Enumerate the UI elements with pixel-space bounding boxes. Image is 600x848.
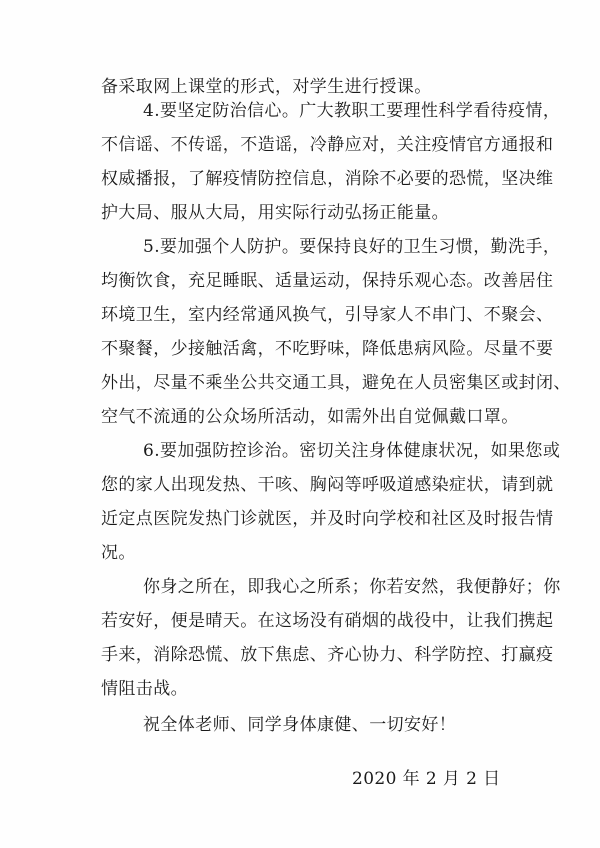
body-text-line: 备采取网上课堂的形式，对学生进行授课。 [101, 77, 432, 97]
closing-greeting: 祝全体老师、同学身体康健、一切安好！ [143, 715, 457, 735]
body-text-line: 不聚餐，少接触活禽，不吃野味，降低患病风险。尽量不要 [101, 339, 554, 359]
body-text-line: 你身之所在，即我心之所系；你若安然，我便静好；你 [143, 577, 561, 597]
body-text-line: 外出，尽量不乘坐公共交通工具，避免在人员密集区或封闭、 [101, 373, 571, 393]
body-text-line: 您的家人出现发热、干咳、胸闷等呼吸道感染症状，请到就 [101, 475, 554, 495]
body-text-line: 均衡饮食，充足睡眠、适量运动，保持乐观心态。改善居住 [101, 271, 554, 291]
body-text-line: 近定点医院发热门诊就医，并及时向学校和社区及时报告情 [101, 509, 554, 529]
document-date: 2020 年 2 月 2 日 [352, 769, 501, 789]
body-text-line: 不信谣、不传谣，不造谣，冷静应对，关注疫情官方通报和 [101, 135, 554, 155]
body-text-line: 护大局、服从大局，用实际行动弘扬正能量。 [101, 203, 449, 223]
body-text-line: 权威播报，了解疫情防控信息，消除不必要的恐慌，坚决维 [101, 169, 554, 189]
body-text-line: 5.要加强个人防护。要保持良好的卫生习惯，勤洗手， [143, 237, 561, 257]
body-text-line: 环境卫生，室内经常通风换气，引导家人不串门、不聚会、 [101, 305, 554, 325]
body-text-line: 情阻击战。 [101, 679, 188, 699]
body-text-line: 空气不流通的公众场所活动，如需外出自觉佩戴口罩。 [101, 407, 519, 427]
body-text-line: 手来，消除恐慌、放下焦虑、齐心协力、科学防控、打赢疫 [101, 645, 554, 665]
body-text-line: 况。 [101, 543, 136, 563]
body-text-line: 6.要加强防控诊治。密切关注身体健康状况，如果您或 [143, 441, 561, 461]
body-text-line: 若安好，便是晴天。在这场没有硝烟的战役中，让我们携起 [101, 611, 554, 631]
body-text-line: 4.要坚定防治信心。广大教职工要理性科学看待疫情， [143, 101, 561, 121]
